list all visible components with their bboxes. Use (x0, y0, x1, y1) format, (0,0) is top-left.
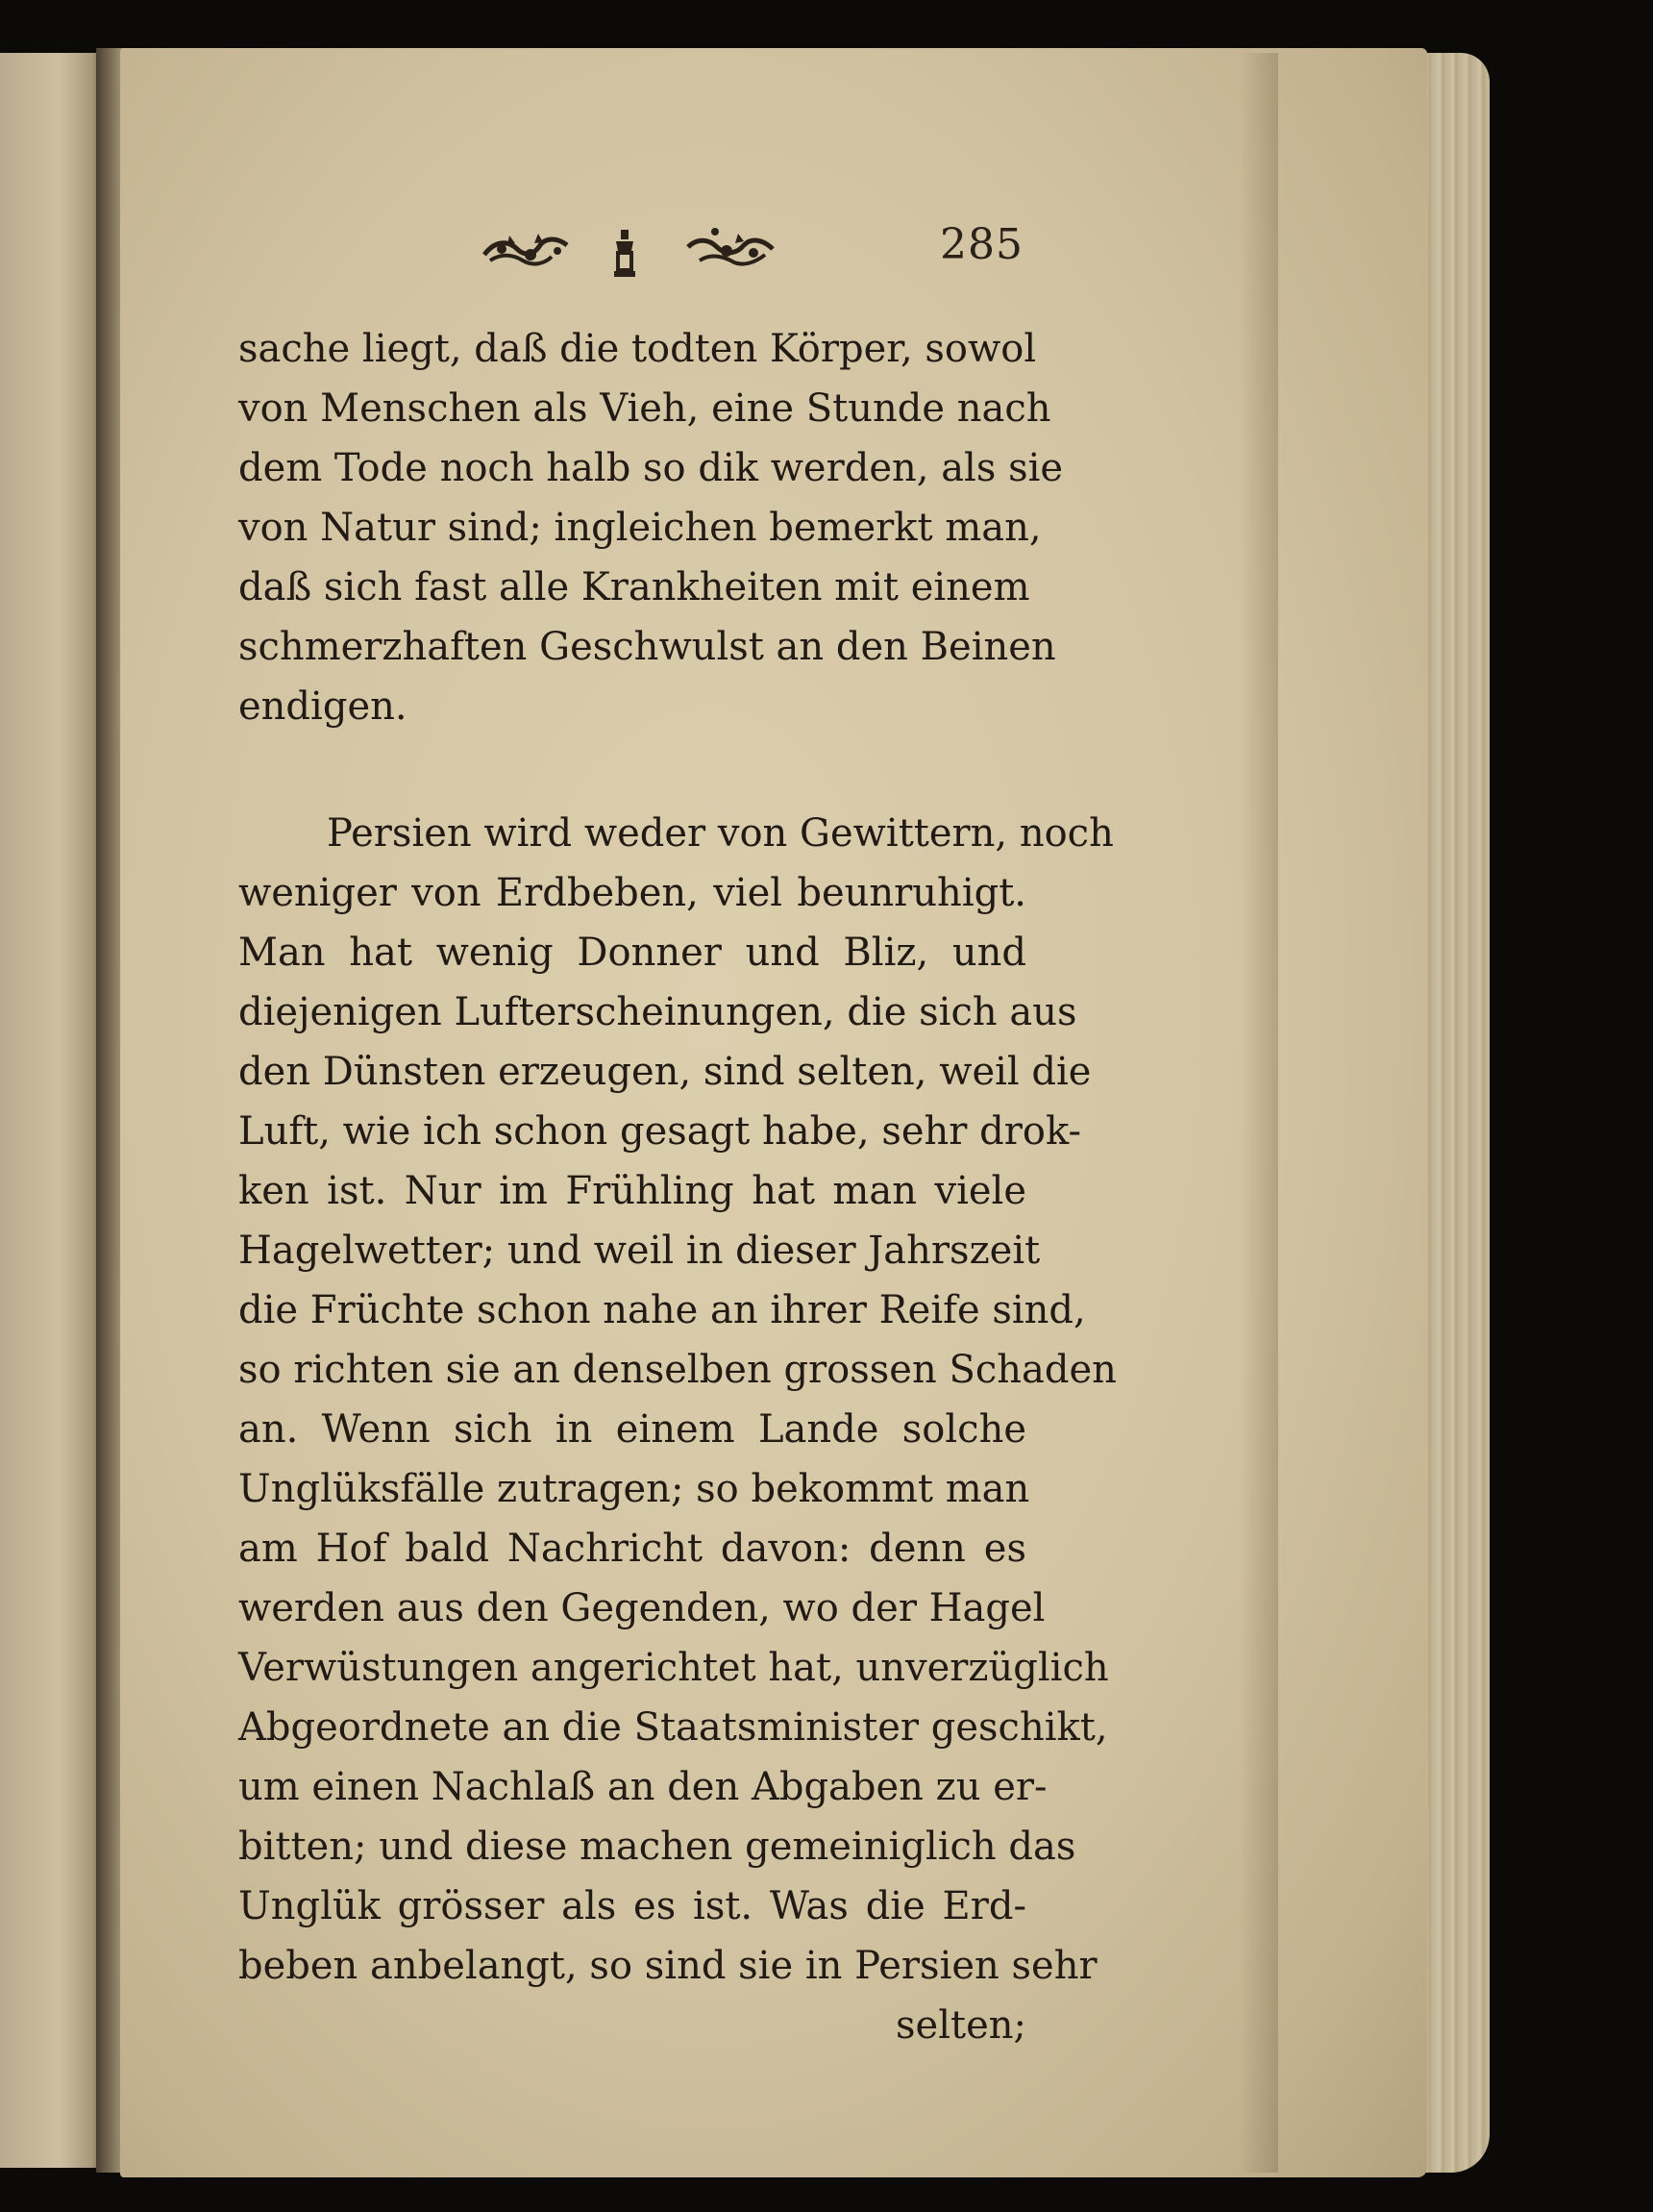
fore-edge-shadow (1240, 53, 1278, 2173)
text-line: Persien wird weder von Gewittern, noch (327, 811, 1114, 856)
text-line: daß sich fast alle Krankheiten mit einem (238, 565, 1030, 609)
ornament-center-icon (610, 226, 639, 279)
ornament-left-icon (481, 226, 572, 272)
text-line: Verwüstungen angerichtet hat, unverzüglich (238, 1646, 1109, 1690)
text-line: von Natur sind; ingleichen bemerkt man, (238, 506, 1042, 550)
text-line: den Dünsten erzeugen, sind selten, weil die (238, 1050, 1092, 1094)
text-line: dem Tode noch halb so dik werden, als sie (238, 446, 1064, 490)
text-line: am Hof bald Nachricht davon: denn es (238, 1527, 1026, 1571)
ornament-right-icon (682, 226, 778, 272)
text-line: sache liegt, daß die todten Körper, sowol (238, 327, 1037, 371)
page-number: 285 (940, 220, 1024, 269)
text-line: Unglüksfälle zutragen; so bekommt man (238, 1467, 1030, 1511)
text-line: werden aus den Gegenden, wo der Hagel (238, 1586, 1046, 1630)
text-line: Hagelwetter; und weil in dieser Jahrszeit (238, 1229, 1041, 1273)
left-page-edge (0, 53, 108, 2168)
text-line: diejenigen Lufterscheinungen, die sich aus (238, 990, 1077, 1034)
text-line: die Früchte schon nahe an ihrer Reife sind, (238, 1288, 1086, 1332)
paragraph-gap (238, 736, 1026, 804)
text-line: endigen. (238, 684, 407, 729)
catchword: selten; (896, 2003, 1026, 2048)
text-line: Abgeordnete an die Staatsminister geschikt, (238, 1705, 1108, 1750)
running-header (481, 220, 1038, 284)
text-line: so richten sie an denselben grossen Schaden (238, 1348, 1117, 1392)
text-line: an. Wenn sich in einem Lande solche (238, 1407, 1026, 1452)
text-line: um einen Nachlaß an den Abgaben zu er- (238, 1765, 1048, 1809)
text-line: weniger von Erdbeben, viel beunruhigt. (238, 871, 1026, 915)
text-line: ken ist. Nur im Frühling hat man viele (238, 1169, 1026, 1213)
text-line: Man hat wenig Donner und Bliz, und (238, 931, 1026, 975)
text-line: Luft, wie ich schon gesagt habe, sehr drok- (238, 1109, 1081, 1154)
text-line: schmerzhaften Geschwulst an den Beinen (238, 625, 1056, 669)
paragraph-2 (238, 804, 1117, 1996)
text-line: Unglük grösser als es ist. Was die Erd- (238, 1884, 1026, 1928)
text-line: bitten; und diese machen gemeiniglich das (238, 1825, 1076, 1869)
text-line: beben anbelangt, so sind sie in Persien sehr (238, 1944, 1098, 1988)
text-line: von Menschen als Vieh, eine Stunde nach (238, 386, 1051, 431)
paragraph-1 (238, 319, 1064, 736)
page-text (238, 319, 1117, 2055)
